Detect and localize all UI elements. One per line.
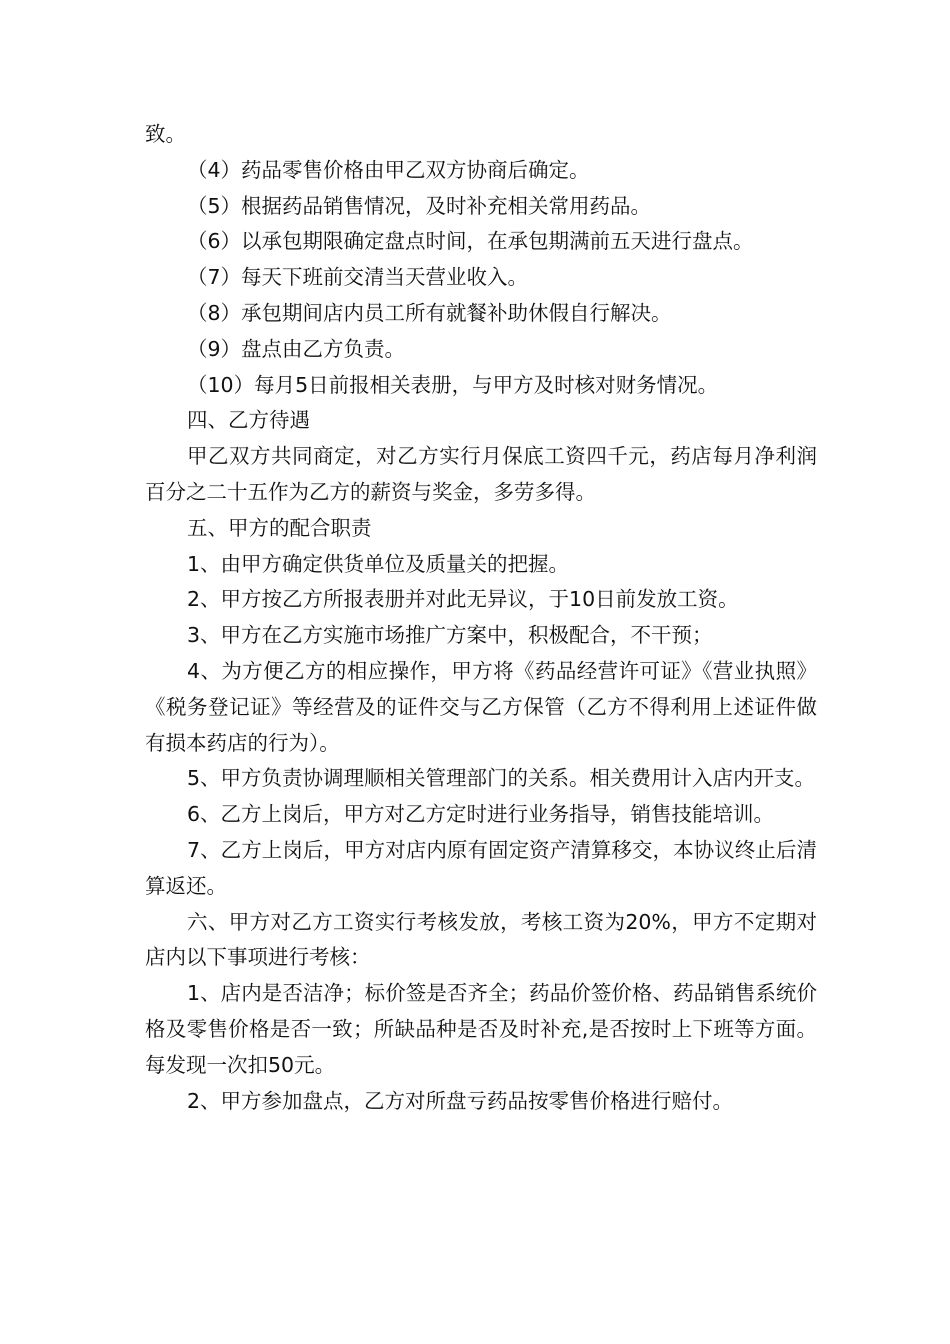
document-body <box>145 117 817 1119</box>
paragraph-clause-7: （7）每天下班前交清当天营业收入。 <box>187 265 529 290</box>
paragraph-clause-6: （6）以承包期限确定盘点时间，在承包期满前五天进行盘点。 <box>187 229 754 254</box>
paragraph-clause-5: （5）根据药品销售情况，及时补充相关常用药品。 <box>187 193 652 218</box>
section-heading-6: 六、甲方对乙方工资实行考核发放，考核工资为20%，甲方不定期对店内以下事项进行考核： <box>145 909 817 970</box>
paragraph-assessment-2: 2、甲方参加盘点，乙方对所盘亏药品按零售价格进行赔付。 <box>187 1088 734 1113</box>
paragraph-continuation: 致。 <box>145 122 186 146</box>
section-heading-4: 四、乙方待遇 <box>187 408 310 433</box>
section-heading-5: 五、甲方的配合职责 <box>187 515 372 540</box>
paragraph-duty-2: 2、甲方按乙方所报表册并对此无异议，于10日前发放工资。 <box>187 587 739 612</box>
paragraph-duty-1: 1、由甲方确定供货单位及质量关的把握。 <box>187 551 570 576</box>
paragraph-assessment-1: 1、店内是否洁净；标价签是否齐全；药品价签价格、药品销售系统价格及零售价格是否一致；所缺品种是否及时补充,是否按时上下班等方面。每发现一次扣50元。 <box>145 981 817 1077</box>
paragraph-duty-6: 6、乙方上岗后，甲方对乙方定时进行业务指导，销售技能培训。 <box>187 802 775 827</box>
paragraph-clause-4: （4）药品零售价格由甲乙双方协商后确定。 <box>187 157 590 182</box>
paragraph-compensation: 甲乙双方共同商定，对乙方实行月保底工资四千元，药店每月净利润百分之二十五作为乙方的薪资与奖金，多劳多得。 <box>145 444 817 504</box>
paragraph-duty-4: 4、为方便乙方的相应操作，甲方将《药品经营许可证》《营业执照》《税务登记证》等经营及的证件交与乙方保管（乙方不得利用上述证件做有损本药店的行为）。 <box>145 658 817 755</box>
paragraph-clause-10: （10）每月5日前报相关表册，与甲方及时核对财务情况。 <box>187 372 719 397</box>
paragraph-duty-3: 3、甲方在乙方实施市场推广方案中，积极配合，不干预； <box>187 623 713 648</box>
paragraph-duty-7: 7、乙方上岗后，甲方对店内原有固定资产清算移交，本协议终止后清算返还。 <box>145 837 817 898</box>
paragraph-clause-9: （9）盘点由乙方负责。 <box>187 336 406 361</box>
paragraph-clause-8: （8）承包期间店内员工所有就餐补助休假自行解决。 <box>187 300 672 325</box>
paragraph-duty-5: 5、甲方负责协调理顺相关管理部门的关系。相关费用计入店内开支。 <box>187 766 816 791</box>
